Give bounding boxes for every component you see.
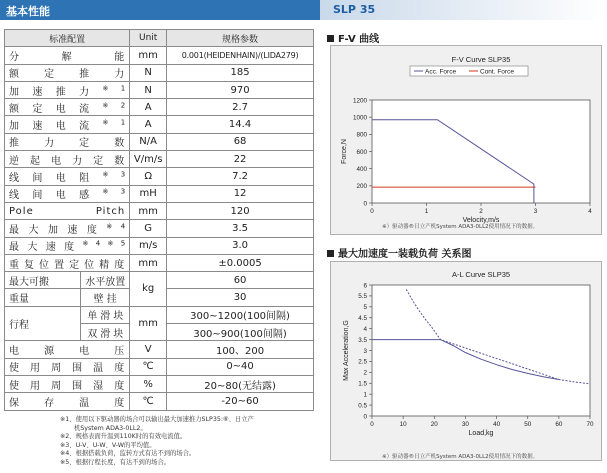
row-footnote-mark: ※1 <box>102 84 126 93</box>
x-tick-label: 3 <box>533 208 538 215</box>
fv-section-title-text: F-V 曲线 <box>338 34 380 45</box>
y-axis-label: Force,N <box>341 139 348 164</box>
row-value: 22 <box>167 151 314 168</box>
plot-area <box>372 285 590 416</box>
payload-sub2: 壁 挂 <box>81 289 130 306</box>
y-tick-label: 4.5 <box>358 315 367 323</box>
row-unit: N <box>130 81 167 98</box>
row-value: -20~60 <box>167 393 314 410</box>
row-footnote-mark: ※3 <box>102 170 126 179</box>
payload-v2: 30 <box>167 289 314 306</box>
y-axis-label: Max Acceleration,G <box>343 320 350 381</box>
row-footnote-mark: ※4 <box>106 222 126 231</box>
row-value: 20~80(无结露) <box>167 375 314 392</box>
x-tick-label: 40 <box>493 421 501 428</box>
x-tick-label: 0 <box>370 421 374 428</box>
row-value: 100、200 <box>167 341 314 358</box>
stroke-sub2: 双滑块 <box>81 324 130 341</box>
row-footnote-mark: ※4※5 <box>82 239 126 248</box>
row-unit: % <box>130 375 167 392</box>
row-value: 7.2 <box>167 168 314 185</box>
footnote-line: ※4、根据搭载负荷，监转方式有达不到的场合。 <box>60 450 196 458</box>
chart-title: F-V Curve SLP35 <box>451 55 511 64</box>
al-chart-note: ※）驱动器®日立产机System ADA3-0LL2使用情况下的数据。 <box>382 454 539 460</box>
y-tick-label: 3 <box>363 347 367 355</box>
row-item-text: 加速推力 <box>9 86 103 98</box>
x-axis-label: Velocity,m/s <box>462 217 500 224</box>
row-unit: mm <box>130 202 167 219</box>
y-tick-label: 200 <box>356 183 367 191</box>
row-value: 0~40 <box>167 358 314 375</box>
y-tick-label: 2 <box>363 369 367 377</box>
row-footnote-mark: ※1 <box>102 118 126 127</box>
row-item-text: 线间电感 <box>9 190 103 202</box>
row-item-text: 线间电阻 <box>9 173 103 185</box>
x-tick-label: 30 <box>461 421 469 428</box>
y-tick-label: 800 <box>356 131 367 139</box>
row-unit: A <box>130 116 167 133</box>
y-tick-label: 2.5 <box>358 358 367 366</box>
x-tick-label: 10 <box>399 421 407 428</box>
row-item-text: 重复位置定位精度 <box>9 259 126 271</box>
row-footnote-mark: ※3 <box>102 187 126 196</box>
y-tick-label: 6 <box>363 282 367 290</box>
row-item-text: 最大加速度 <box>9 224 107 236</box>
row-unit: m/s <box>130 237 167 254</box>
row-value: 0.001(HEIDENHAIN)/(LIDA279) <box>167 47 314 64</box>
stroke-unit: mm <box>130 306 167 341</box>
row-item-text: 逆起电力定数 <box>9 155 126 167</box>
x-axis-label: Load,kg <box>468 430 494 437</box>
fv-chart-note: ※）驱动器®日立产机System ADA3-0LL2使用情况下的数据。 <box>382 224 539 230</box>
footnote-line: 机System ADA3-0LL2。 <box>74 424 147 432</box>
footnote-line: ※3、U-V、U-W、V-W的平均值。 <box>60 441 156 449</box>
row-value: 12 <box>167 185 314 202</box>
row-item-text: 使用周围温度 <box>9 363 126 375</box>
payload-sub1: 水平放置 <box>81 272 130 289</box>
y-tick-label: 5.5 <box>358 293 367 301</box>
x-tick-label: 70 <box>586 421 594 428</box>
row-item-text: Pole Pitch <box>9 205 126 217</box>
stroke-v1: 300~1200(100间隔) <box>167 306 314 323</box>
footnote-line: ※1、使用以下驱动器的场合可以输出最大加速推力SLP35:⑥、日立产 <box>60 416 254 423</box>
row-value: 120 <box>167 202 314 219</box>
x-tick-label: 0 <box>370 208 374 215</box>
x-tick-label: 50 <box>524 421 532 428</box>
stroke-label: 行程 <box>5 306 81 341</box>
row-unit: ℃ <box>130 393 167 410</box>
payload-label-a: 最大可搬 <box>5 272 81 289</box>
x-tick-label: 2 <box>479 208 483 215</box>
row-unit: mm <box>130 47 167 64</box>
row-item-text: 最大速度 <box>9 242 83 254</box>
row-value: 68 <box>167 133 314 150</box>
row-unit: N <box>130 64 167 81</box>
row-unit: V/m/s <box>130 151 167 168</box>
row-item-text: 推力定数 <box>9 138 126 150</box>
row-item-text: 电源电压 <box>9 345 126 357</box>
payload-unit: kg <box>130 272 167 307</box>
row-item-text: 加速电流 <box>9 121 103 133</box>
row-footnote-mark: ※2 <box>102 101 126 110</box>
y-tick-label: 1000 <box>352 114 367 122</box>
chart-title: A-L Curve SLP35 <box>451 270 511 279</box>
y-tick-label: 1200 <box>352 97 367 105</box>
x-tick-label: 1 <box>424 208 429 215</box>
y-tick-label: 0 <box>363 200 367 208</box>
row-value: 185 <box>167 64 314 81</box>
y-tick-label: 1 <box>363 391 367 399</box>
legend-entry: Cont. Force <box>480 68 514 76</box>
stroke-v2: 300~900(100间隔) <box>167 324 314 341</box>
y-tick-label: 0.5 <box>358 402 367 410</box>
x-tick-label: 4 <box>588 208 592 215</box>
head-unit: Unit <box>130 30 167 47</box>
y-tick-label: 0 <box>363 413 367 421</box>
legend-entry: Acc. Force <box>425 68 457 76</box>
footnote-line: ※2、规格表面升温到110K时的有效电流值。 <box>60 433 187 441</box>
row-unit: mm <box>130 254 167 271</box>
row-item-text: 分 解 能 <box>9 51 126 63</box>
y-tick-label: 3.5 <box>358 336 367 344</box>
model-title: SLP 35 <box>333 3 376 16</box>
row-value: 970 <box>167 81 314 98</box>
y-tick-label: 1.5 <box>358 380 367 388</box>
x-tick-label: 60 <box>555 421 563 428</box>
head-value: 规格参数 <box>167 30 314 47</box>
row-value: 2.7 <box>167 99 314 116</box>
y-tick-label: 4 <box>363 325 367 333</box>
head-item: 标准配置 <box>5 30 130 47</box>
row-unit: G <box>130 220 167 237</box>
row-unit: mH <box>130 185 167 202</box>
row-value: 14.4 <box>167 116 314 133</box>
row-value: 3.0 <box>167 237 314 254</box>
row-item-text: 使用周围湿度 <box>9 380 126 392</box>
row-value: ±0.0005 <box>167 254 314 271</box>
payload-v1: 60 <box>167 272 314 289</box>
y-tick-label: 400 <box>356 165 367 173</box>
y-tick-label: 5 <box>363 304 367 312</box>
row-item-text: 额定电流 <box>9 103 103 115</box>
row-unit: Ω <box>130 168 167 185</box>
row-value: 3.5 <box>167 220 314 237</box>
row-unit: A <box>130 99 167 116</box>
row-item-text: 保存温度 <box>9 397 126 409</box>
section-title-basic: 基本性能 <box>6 5 50 18</box>
row-unit: ℃ <box>130 358 167 375</box>
row-unit: V <box>130 341 167 358</box>
row-unit: N/A <box>130 133 167 150</box>
y-tick-label: 600 <box>356 148 367 156</box>
footnote-line: ※5、根据行程长度，有达不到的场合。 <box>60 458 171 466</box>
x-tick-label: 20 <box>430 421 438 428</box>
payload-label-b: 重量 <box>5 289 81 306</box>
stroke-sub1: 单滑块 <box>81 306 130 323</box>
al-section-title-text: 最大加速度一装载负荷 关系图 <box>338 249 472 260</box>
row-item-text: 额定推力 <box>9 69 126 81</box>
